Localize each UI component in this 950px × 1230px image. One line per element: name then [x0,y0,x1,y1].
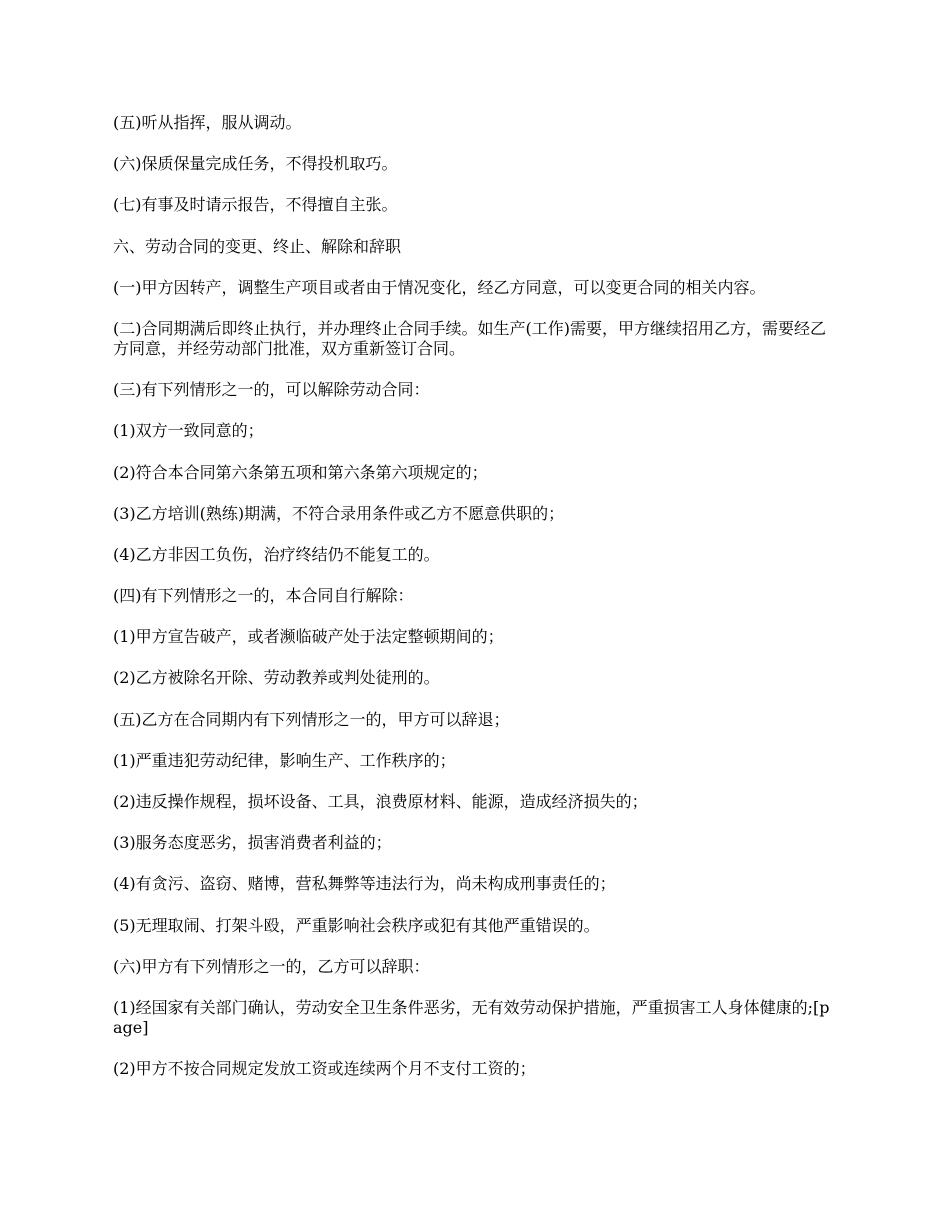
paragraph: (四)有下列情形之一的，本合同自行解除： [113,586,414,606]
list-item: (4)有贪污、盗窃、赌博，营私舞弊等违法行为，尚未构成刑事责任的； [113,874,616,894]
list-item: (2)甲方不按合同规定发放工资或连续两个月不支付工资的； [113,1059,536,1079]
list-item: (2)违反操作规程，损坏设备、工具，浪费原材料、能源，造成经济损失的； [113,792,648,811]
document-body [113,113,838,1100]
paragraph: (七)有事及时请示报告，不得擅自主张。 [113,195,398,215]
paragraph: (一)甲方因转产，调整生产项目或者由于情况变化，经乙方同意，可以变更合同的相关内容。 [113,277,766,297]
list-item: (3)服务态度恶劣，损害消费者利益的； [113,833,392,853]
paragraph: (三)有下列情形之一的，可以解除劳动合同： [113,380,430,400]
paragraph: (五)乙方在合同期内有下列情形之一的，甲方可以辞退； [113,709,510,729]
section-heading: 六、劳动合同的变更、终止、解除和辞职 [113,236,402,256]
list-item: (1)经国家有关部门确认，劳动安全卫生条件恶劣，无有效劳动保护措施，严重损害工人身体健康的;[page] [113,997,830,1037]
list-item: (1)甲方宣告破产，或者濒临破产处于法定整顿期间的； [113,627,504,647]
paragraph: (六)保质保量完成任务，不得投机取巧。 [113,154,398,174]
list-item: (1)双方一致同意的； [113,421,264,441]
list-item: (5)无理取闹、打架斗殴，严重影响社会秩序或犯有其他严重错误的。 [113,915,600,935]
paragraph: (六)甲方有下列情形之一的，乙方可以辞职： [113,956,430,976]
list-item: (3)乙方培训(熟练)期满，不符合录用条件或乙方不愿意供职的； [113,503,565,523]
paragraph: (二)合同期满后即终止执行，并办理终止合同手续。如生产(工作)需要，甲方继续招用乙方，需要经乙方同意，并经劳动部门批准，双方重新签订合同。 [113,318,826,358]
list-item: (4)乙方非因工负伤，治疗终结仍不能复工的。 [113,544,440,564]
paragraph: (五)听从指挥，服从调动。 [113,113,302,132]
list-item: (2)乙方被除名开除、劳动教养或判处徒刑的。 [113,668,440,688]
list-item: (1)严重违犯劳动纪律，影响生产、工作秩序的； [113,750,456,770]
list-item: (2)符合本合同第六条第五项和第六条第六项规定的； [113,462,488,482]
